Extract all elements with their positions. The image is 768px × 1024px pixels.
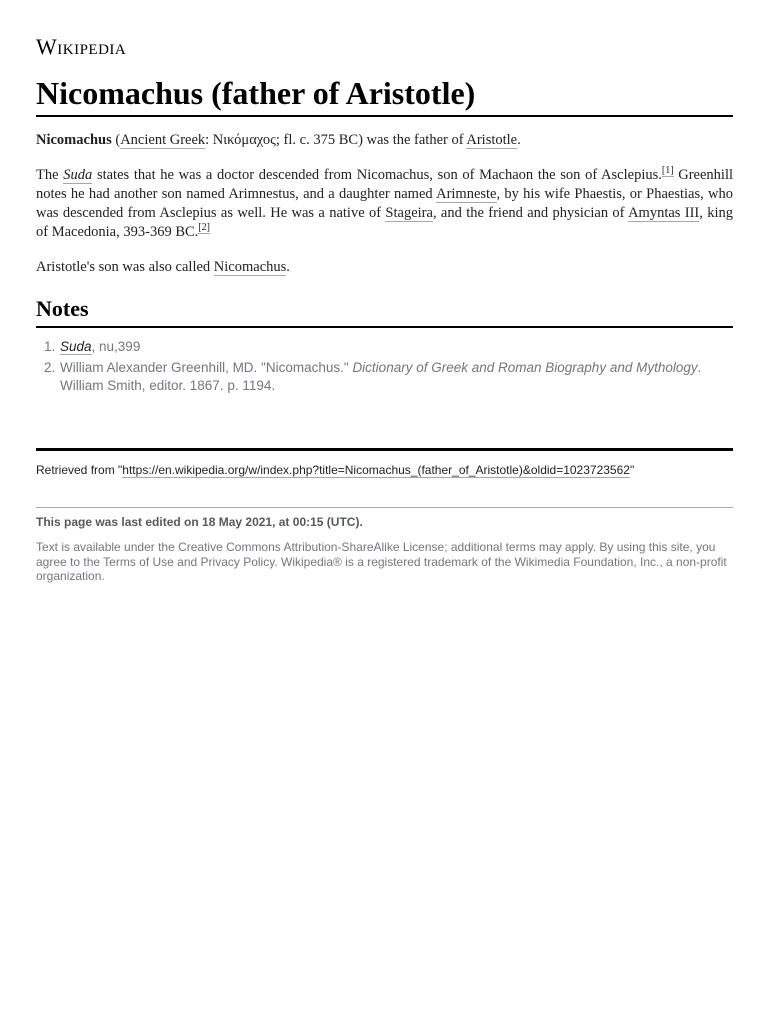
body-paragraph-2 <box>36 166 733 242</box>
reference-2-link[interactable]: [2] <box>198 222 210 234</box>
nicomachus-link[interactable]: Nicomachus <box>213 259 287 275</box>
note-number: 2. <box>44 360 56 375</box>
stageira-link[interactable]: Stageira <box>385 205 433 221</box>
title-divider <box>36 115 733 117</box>
para2-text-3: Greenhill notes he had another son named Arimnestus, and a daughter named <box>36 167 734 202</box>
para2-text-2: states that he was a doctor descended from Nicomachus, son of Machaon the son of Asclepius. <box>92 167 662 183</box>
note-suda-link[interactable]: Suda <box>60 339 92 354</box>
para2-text-6: , king of Macedonia, 393-369 BC. <box>36 205 734 240</box>
lead-open-paren: ( <box>111 132 121 148</box>
para3-text: Aristotle's son was also called <box>36 259 214 275</box>
para2-text-4: , by his wife Phaestis, or Phaestias, who was descended from Asclepius as well. He was a native of <box>36 186 733 221</box>
body-paragraph-3 <box>36 258 733 277</box>
notes-divider <box>36 326 733 328</box>
lead-greek-text: : Νικόμαχος; fl. c. 375 BC) was the father of <box>205 132 467 148</box>
note-item <box>36 338 733 356</box>
note-text: . William Smith, editor. 1867. p. 1194. <box>60 360 702 393</box>
note-source-title: Dictionary of Greek and Roman Biography and Mythology <box>352 360 698 375</box>
reference-1-link[interactable]: [1] <box>661 165 674 177</box>
aristotle-link[interactable]: Aristotle <box>466 132 518 148</box>
wikipedia-wordmark[interactable]: Wikipedia <box>36 34 127 59</box>
note-text: William Alexander Greenhill, MD. "Nicomachus." <box>60 360 353 375</box>
para2-text-5: , and the friend and physician of <box>432 205 629 221</box>
ancient-greek-link[interactable]: Ancient Greek <box>120 132 206 148</box>
footer-divider <box>36 448 733 451</box>
arimneste-link[interactable]: Arimneste <box>436 186 497 202</box>
notes-list <box>36 338 733 398</box>
license-text: Text is available under the Creative Commons Attribution-ShareAlike License; additional terms may apply. By using this site, you agree to the Terms of Use and Privacy Policy. Wikipedia® is a registered trademark of the Wikimedia Foundation, Inc., a non-profit organization. <box>36 540 727 583</box>
lead-subject: Nicomachus <box>36 132 112 148</box>
para2-text-1: The <box>36 167 64 183</box>
lead-end: . <box>517 132 521 148</box>
last-edited: This page was last edited on 18 May 2021, at 00:15 (UTC). <box>36 515 363 529</box>
para3-end: . <box>286 259 290 275</box>
note-text: , nu,399 <box>91 339 141 354</box>
note-number: 1. <box>44 339 56 354</box>
retrieved-prefix: Retrieved from " <box>36 463 123 477</box>
amyntas-iii-link[interactable]: Amyntas III <box>628 205 700 221</box>
suda-link[interactable]: Suda <box>63 167 93 183</box>
note-item <box>36 359 733 395</box>
footer-separator <box>36 507 733 508</box>
page-title: Nicomachus (father of Aristotle) <box>36 75 476 111</box>
lead-paragraph <box>36 131 733 150</box>
notes-heading: Notes <box>36 296 89 321</box>
retrieved-from <box>36 462 733 478</box>
retrieved-url-link[interactable]: https://en.wikipedia.org/w/index.php?title=Nicomachus_(father_of_Aristotle)&oldid=1023723562 <box>122 463 630 477</box>
retrieved-suffix: " <box>629 463 635 477</box>
